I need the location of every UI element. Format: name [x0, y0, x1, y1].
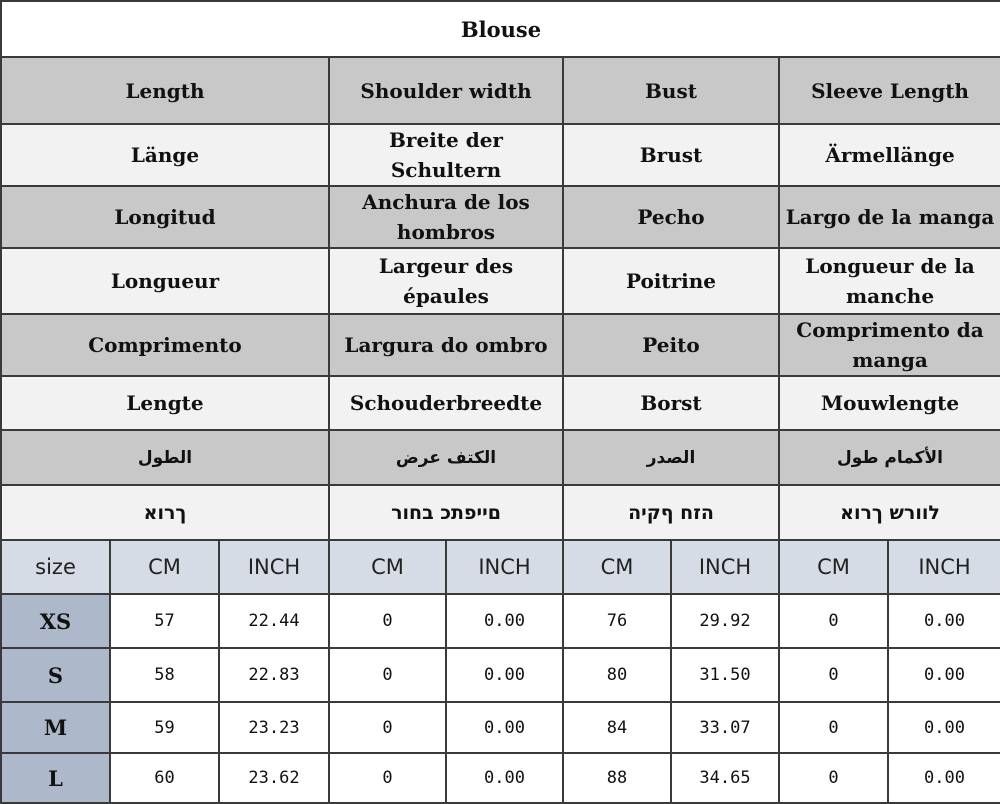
length-cm-header: CM: [110, 540, 219, 594]
header-shoulder: Shoulder width: [329, 57, 563, 124]
shoulder-inch-value: 0.00: [446, 648, 563, 702]
header-bust: Brust: [563, 124, 779, 186]
bust-inch-value: 29.92: [671, 594, 779, 648]
sleeve-inch-value: 0.00: [888, 648, 1000, 702]
length-inch-value: 22.44: [219, 594, 329, 648]
language-row-de: [1, 124, 1000, 186]
shoulder-inch-header: INCH: [446, 540, 563, 594]
sleeve-inch-value: 0.00: [888, 753, 1000, 803]
table-row: [1, 594, 1000, 648]
bust-inch-value: 31.50: [671, 648, 779, 702]
size-label: L: [1, 753, 110, 803]
shoulder-cm-value: 0: [329, 648, 446, 702]
size-label: XS: [1, 594, 110, 648]
header-sleeve: לוורש ךרוא: [779, 485, 1000, 540]
header-sleeve: Comprimento da manga: [779, 314, 1000, 376]
length-inch-value: 23.62: [219, 753, 329, 803]
shoulder-cm-value: 0: [329, 594, 446, 648]
table-row: [1, 648, 1000, 702]
shoulder-inch-value: 0.00: [446, 594, 563, 648]
sleeve-cm-value: 0: [779, 702, 888, 753]
length-inch-header: INCH: [219, 540, 329, 594]
table-title: Blouse: [1, 1, 1000, 57]
bust-inch-value: 33.07: [671, 702, 779, 753]
header-sleeve: Longueur de la manche: [779, 248, 1000, 314]
header-bust: الصدر: [563, 430, 779, 485]
header-length: Length: [1, 57, 329, 124]
sleeve-cm-value: 0: [779, 753, 888, 803]
length-cm-value: 58: [110, 648, 219, 702]
header-length: Comprimento: [1, 314, 329, 376]
sleeve-inch-value: 0.00: [888, 594, 1000, 648]
length-cm-value: 60: [110, 753, 219, 803]
header-sleeve: الأكمام طول: [779, 430, 1000, 485]
sleeve-cm-header: CM: [779, 540, 888, 594]
size-column-header: size: [1, 540, 110, 594]
length-cm-value: 57: [110, 594, 219, 648]
sleeve-inch-value: 0.00: [888, 702, 1000, 753]
units-header-row: [1, 540, 1000, 594]
header-shoulder: Largeur des épaules: [329, 248, 563, 314]
header-shoulder: الكتف عرض: [329, 430, 563, 485]
header-sleeve: Largo de la manga: [779, 186, 1000, 248]
shoulder-cm-header: CM: [329, 540, 446, 594]
bust-inch-value: 34.65: [671, 753, 779, 803]
bust-cm-value: 76: [563, 594, 671, 648]
bust-cm-header: CM: [563, 540, 671, 594]
language-row-pt: [1, 314, 1000, 376]
header-shoulder: Largura do ombro: [329, 314, 563, 376]
shoulder-cm-value: 0: [329, 753, 446, 803]
header-shoulder: םייפתכ בחור: [329, 485, 563, 540]
bust-cm-value: 88: [563, 753, 671, 803]
language-row-he: [1, 485, 1000, 540]
header-sleeve: Ärmellänge: [779, 124, 1000, 186]
size-label: S: [1, 648, 110, 702]
header-shoulder: Anchura de los hombros: [329, 186, 563, 248]
sleeve-inch-header: INCH: [888, 540, 1000, 594]
header-length: Länge: [1, 124, 329, 186]
language-row-fr: [1, 248, 1000, 314]
shoulder-cm-value: 0: [329, 702, 446, 753]
header-shoulder: Breite der Schultern: [329, 124, 563, 186]
header-bust: Pecho: [563, 186, 779, 248]
table-row: [1, 702, 1000, 753]
language-row-ar: [1, 430, 1000, 485]
language-row-nl: [1, 376, 1000, 430]
length-inch-value: 23.23: [219, 702, 329, 753]
size-label: M: [1, 702, 110, 753]
header-length: الطول: [1, 430, 329, 485]
header-length: ךרוא: [1, 485, 329, 540]
header-length: Longitud: [1, 186, 329, 248]
header-bust: Borst: [563, 376, 779, 430]
header-sleeve: Sleeve Length: [779, 57, 1000, 124]
language-row-en: [1, 57, 1000, 124]
shoulder-inch-value: 0.00: [446, 753, 563, 803]
table-row: [1, 753, 1000, 803]
header-shoulder: Schouderbreedte: [329, 376, 563, 430]
header-bust: הזח ףקיה: [563, 485, 779, 540]
sleeve-cm-value: 0: [779, 648, 888, 702]
length-cm-value: 59: [110, 702, 219, 753]
language-row-es: [1, 186, 1000, 248]
header-sleeve: Mouwlengte: [779, 376, 1000, 430]
length-inch-value: 22.83: [219, 648, 329, 702]
header-bust: Peito: [563, 314, 779, 376]
header-bust: Bust: [563, 57, 779, 124]
header-bust: Poitrine: [563, 248, 779, 314]
bust-cm-value: 84: [563, 702, 671, 753]
header-length: Lengte: [1, 376, 329, 430]
bust-inch-header: INCH: [671, 540, 779, 594]
shoulder-inch-value: 0.00: [446, 702, 563, 753]
header-length: Longueur: [1, 248, 329, 314]
bust-cm-value: 80: [563, 648, 671, 702]
sleeve-cm-value: 0: [779, 594, 888, 648]
